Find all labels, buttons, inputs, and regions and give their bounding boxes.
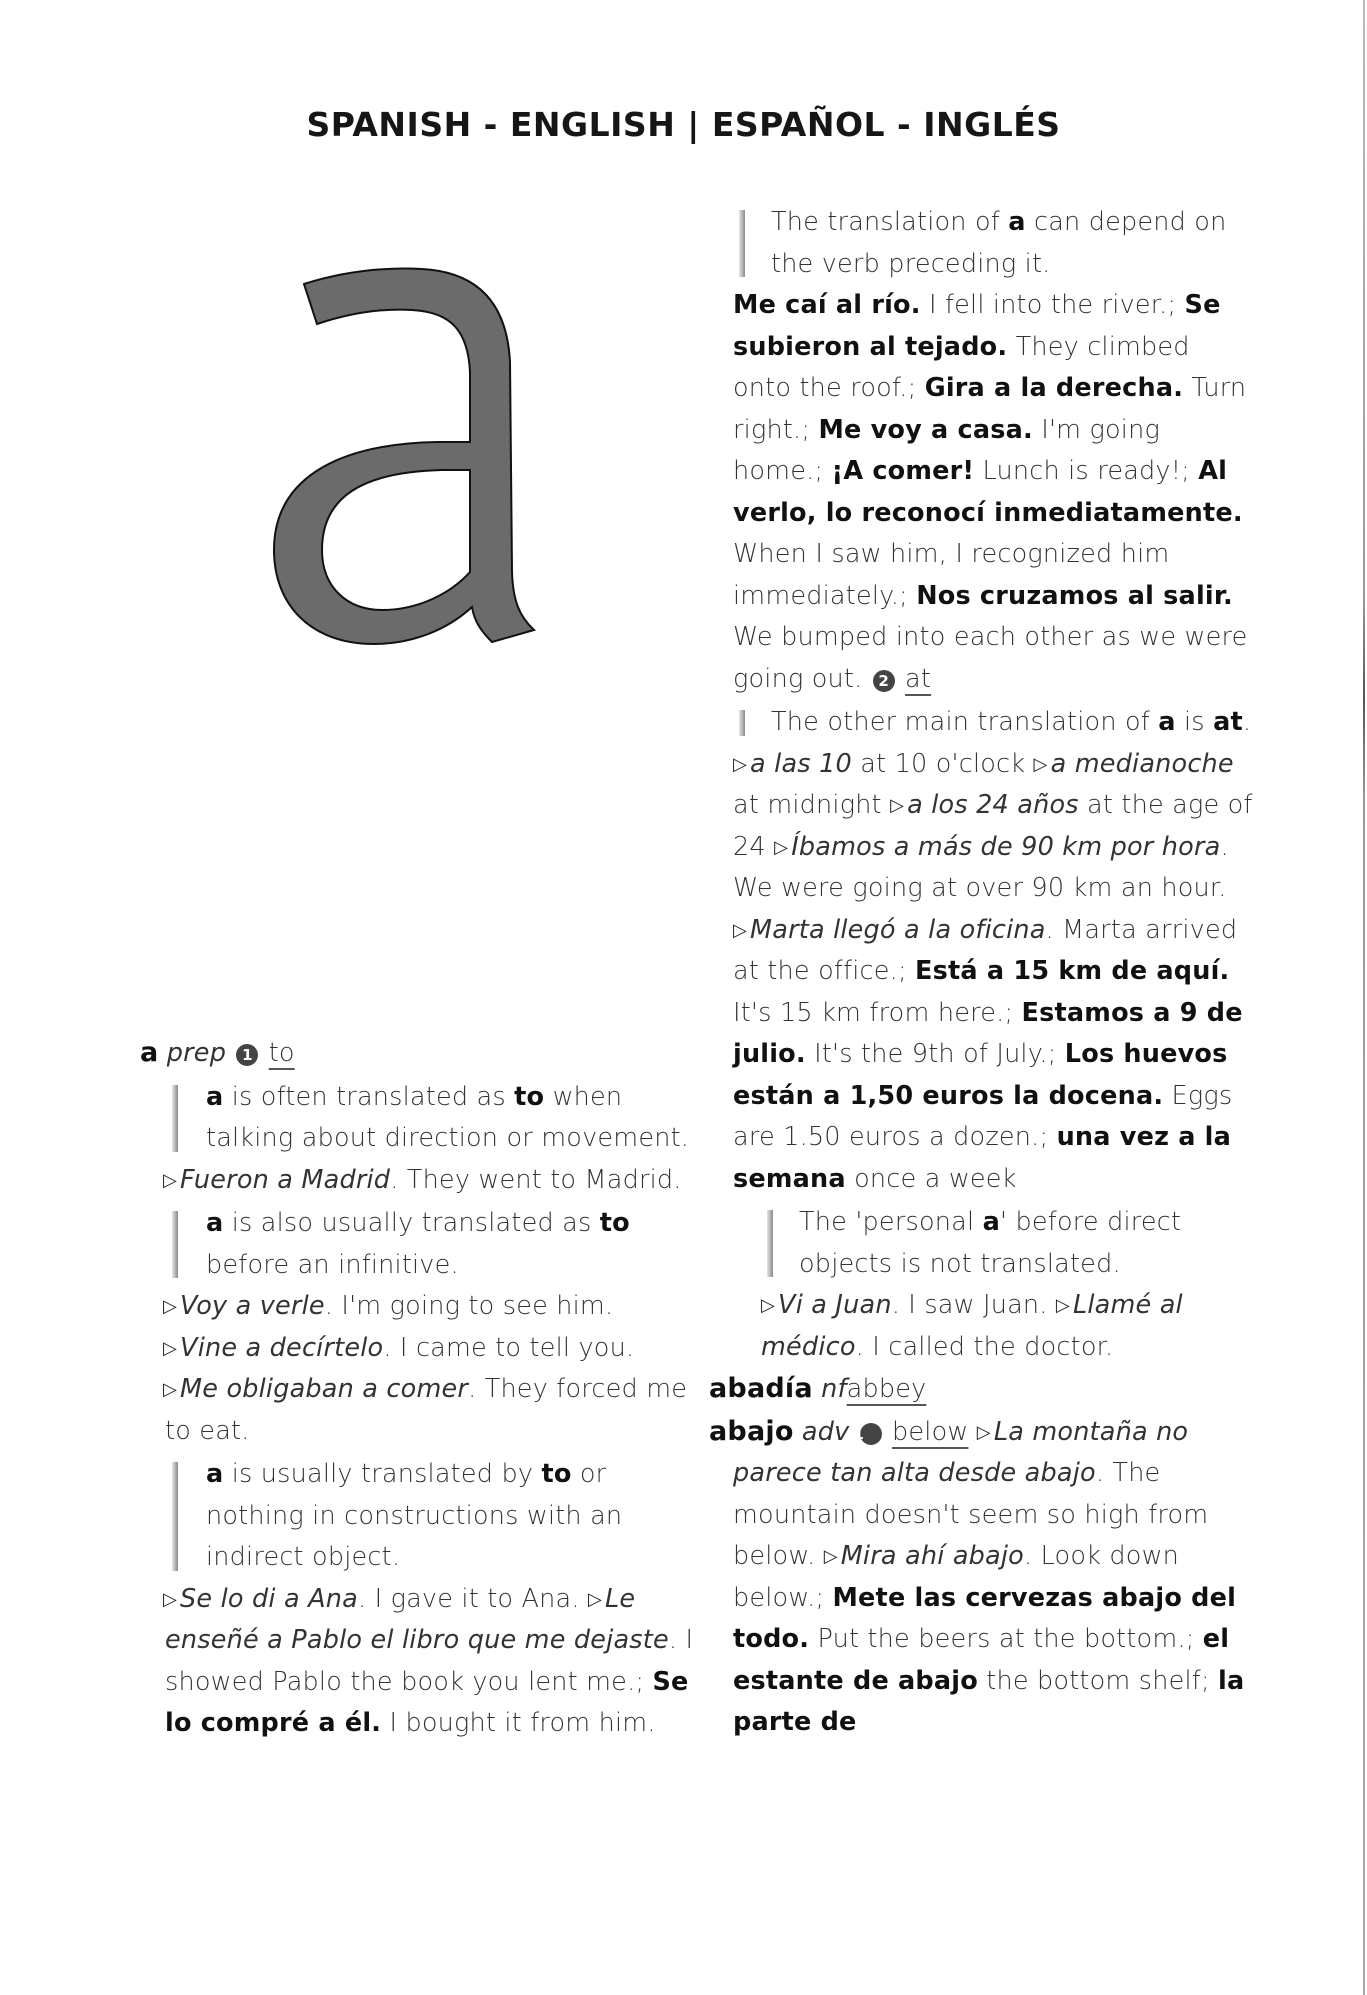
phrase-es: ¡A comer! (831, 456, 975, 486)
note-keyword: to (541, 1459, 572, 1489)
example-es: a los 24 años (907, 790, 1079, 820)
note-text: before an infinitive. (206, 1249, 459, 1280)
headword: abajo (709, 1415, 794, 1447)
example (165, 1328, 700, 1370)
example-en: . They went to Madrid. (390, 1164, 682, 1195)
example (165, 1286, 700, 1328)
phrase-en: Turn right.; (733, 373, 1247, 445)
example-marker-icon: ▷ (163, 1169, 178, 1191)
example-marker-icon: ▷ (733, 919, 748, 941)
page-edge (1363, 0, 1365, 1995)
note-keyword: a (206, 1208, 224, 1238)
phrase-es: una vez a la semana (733, 1122, 1232, 1194)
example-marker-icon: ▷ (761, 1295, 776, 1316)
example-en: . I called the doctor. (855, 1331, 1114, 1362)
example-es: Íbamos a más de 90 km por hora (791, 831, 1221, 862)
part-of-speech: prep (166, 1038, 227, 1068)
note-keyword: a (206, 1081, 224, 1112)
phrase-en: They climbed onto the roof.; (733, 331, 1190, 403)
entry-abajo (709, 1411, 1253, 1744)
phrase-es: Está a 15 km de aquí. (915, 956, 1230, 986)
sense-number-icon: 1 (236, 1044, 258, 1066)
example-es: Voy a verle (180, 1291, 325, 1321)
example-es: Se lo di a Ana (180, 1583, 358, 1614)
note-text: . (1242, 707, 1252, 737)
phrase-en: I bought it from him. (381, 1708, 656, 1738)
example-es: Marta llegó a la oficina (750, 914, 1046, 945)
column-left (140, 1032, 700, 1745)
phrase-en: When I saw him, I recognized him immediately.; (733, 539, 1170, 611)
usage-note (761, 1202, 1253, 1285)
phrase-en: Eggs are 1.50 euros a dozen.; (733, 1080, 1233, 1152)
phrase-en: once a week (845, 1163, 1017, 1194)
note-keyword: a (1158, 707, 1176, 737)
phrase-es: la parte de (733, 1665, 1245, 1737)
usage-note (733, 702, 1253, 744)
example (165, 1160, 700, 1202)
phrase-en: I fell into the river.; (920, 290, 1185, 320)
entry-a-header (140, 1032, 700, 1075)
example-es: Me obligaban a comer (180, 1374, 469, 1404)
example-marker-icon: ▷ (1033, 753, 1048, 775)
phrase-en: It's the 9th of July.; (805, 1039, 1065, 1069)
phrase-en: Lunch is ready!; (974, 456, 1199, 486)
example-es: Le enseñé a Pablo el libro que me dejaste (165, 1583, 669, 1655)
example-en: . Look down below.; (733, 1541, 1180, 1613)
example-marker-icon: ▷ (976, 1421, 991, 1443)
translation: below (892, 1416, 969, 1447)
example-marker-icon: ▷ (163, 1296, 178, 1317)
note-text: when talking about direction or movement. (206, 1081, 690, 1153)
phrase-es: Se lo compré a él. (165, 1666, 689, 1738)
translation: at (905, 663, 932, 694)
note-text: or nothing in constructions with an indirect object. (206, 1459, 623, 1572)
example-es: Fueron a Madrid (180, 1164, 391, 1195)
example-marker-icon: ▷ (163, 1337, 178, 1359)
phrase-es: Me voy a casa. (818, 414, 1033, 445)
example-marker-icon: ▷ (163, 1588, 178, 1610)
note-text: is also usually translated as (223, 1208, 600, 1238)
phrase-es: Estamos a 9 de julio. (733, 997, 1243, 1069)
note-keyword: at (1213, 707, 1243, 737)
phrase-es: el estante de abajo (733, 1624, 1230, 1696)
note-keyword: a (1008, 207, 1026, 237)
note-text: is (1175, 707, 1214, 737)
example-marker-icon: ▷ (587, 1588, 603, 1610)
note-keyword: to (599, 1208, 630, 1238)
note-keyword: to (514, 1081, 545, 1112)
usage-note (168, 1203, 700, 1286)
phrase-list (733, 285, 1253, 700)
phrase-en: I'm going home.; (733, 414, 1160, 486)
phrase-es: Nos cruzamos al salir. (916, 580, 1233, 611)
sense-number-icon: 2 (873, 670, 895, 692)
phrase-en: the bottom shelf; (977, 1665, 1219, 1696)
example-es: a medianoche (1050, 748, 1234, 779)
example-en: . I saw Juan. (891, 1290, 1056, 1320)
phrase-es: Los huevos están a 1,50 euros la docena. (733, 1039, 1228, 1111)
phrase-en: It's 15 km from here.; (733, 997, 1022, 1028)
example-list (733, 744, 1253, 1201)
example-en: at the age of 24 (733, 790, 1253, 862)
note-text: The translation of (771, 207, 1009, 237)
phrase-es: Se subieron al tejado. (733, 290, 1221, 362)
headword: a (140, 1037, 159, 1068)
phrase-es: Mete las cervezas abajo del todo. (733, 1582, 1237, 1654)
usage-note (168, 1077, 700, 1160)
example-marker-icon: ▷ (733, 753, 748, 775)
example-en: at 10 o'clock (851, 748, 1034, 779)
example-es: La montaña no parece tan alta desde abajo (733, 1416, 1189, 1488)
example-en: . I showed Pablo the book you lent me.; (165, 1625, 694, 1697)
phrase-es: Me caí al río. (733, 290, 921, 320)
example-es: Vi a Juan (778, 1290, 892, 1320)
note-keyword: a (206, 1459, 224, 1489)
phrase-en: We bumped into each other as we were going out. (733, 622, 1248, 694)
note-text: The 'personal (799, 1207, 983, 1237)
example-en: . I gave it to Ana. (357, 1583, 588, 1614)
example-en: . The mountain doesn't seem so high from below. (733, 1458, 1209, 1571)
translation: abbey (846, 1374, 927, 1404)
example-marker-icon: ▷ (890, 795, 905, 816)
example-marker-icon: ▷ (1055, 1295, 1070, 1316)
note-text: is often translated as (223, 1081, 515, 1112)
part-of-speech: nf (821, 1374, 847, 1404)
phrase-en: Put the beers at the bottom.; (809, 1624, 1203, 1654)
example-en: . I'm going to see him. (324, 1291, 614, 1321)
translation: to (268, 1038, 295, 1068)
phrase-es: Al verlo, lo reconocí inmediatamente. (733, 456, 1243, 528)
example-en: . I came to tell you. (383, 1332, 635, 1363)
example (165, 1369, 700, 1452)
example-es: Llamé al médico (761, 1290, 1183, 1362)
note-text: The other main translation of (771, 707, 1159, 737)
example (165, 1579, 700, 1745)
example-en: at midnight (733, 790, 891, 820)
note-text: can depend on the verb preceding it. (771, 207, 1227, 279)
example-en: . We were going at over 90 km an hour. (733, 831, 1229, 903)
phrase-es: Gira a la derecha. (924, 373, 1184, 403)
entry-abadia (709, 1368, 1253, 1411)
running-head: SPANISH - ENGLISH | ESPAÑOL - INGLÉS (306, 105, 1061, 144)
usage-note (733, 202, 1253, 285)
example-marker-icon: ▷ (774, 836, 789, 858)
sense-number-icon: 1 (860, 1423, 882, 1445)
section-letter-a (262, 232, 552, 652)
note-text: ' before direct objects is not translated. (799, 1207, 1182, 1279)
example-marker-icon: ▷ (163, 1379, 178, 1400)
example-es: Mira ahí abajo (840, 1541, 1024, 1571)
usage-note (168, 1454, 700, 1579)
example-es: Vine a decírtelo (180, 1332, 384, 1363)
note-keyword: a (982, 1207, 1000, 1237)
example-list (761, 1285, 1253, 1368)
example-en: . They forced me to eat. (165, 1374, 688, 1446)
headword: abadía (709, 1373, 813, 1404)
note-text: is usually translated by (223, 1459, 542, 1489)
column-right (709, 200, 1253, 1744)
example-en: . Marta arrived at the office.; (733, 914, 1238, 986)
example-marker-icon: ▷ (823, 1546, 838, 1567)
example-es: a las 10 (750, 748, 852, 779)
part-of-speech: adv (801, 1416, 850, 1447)
